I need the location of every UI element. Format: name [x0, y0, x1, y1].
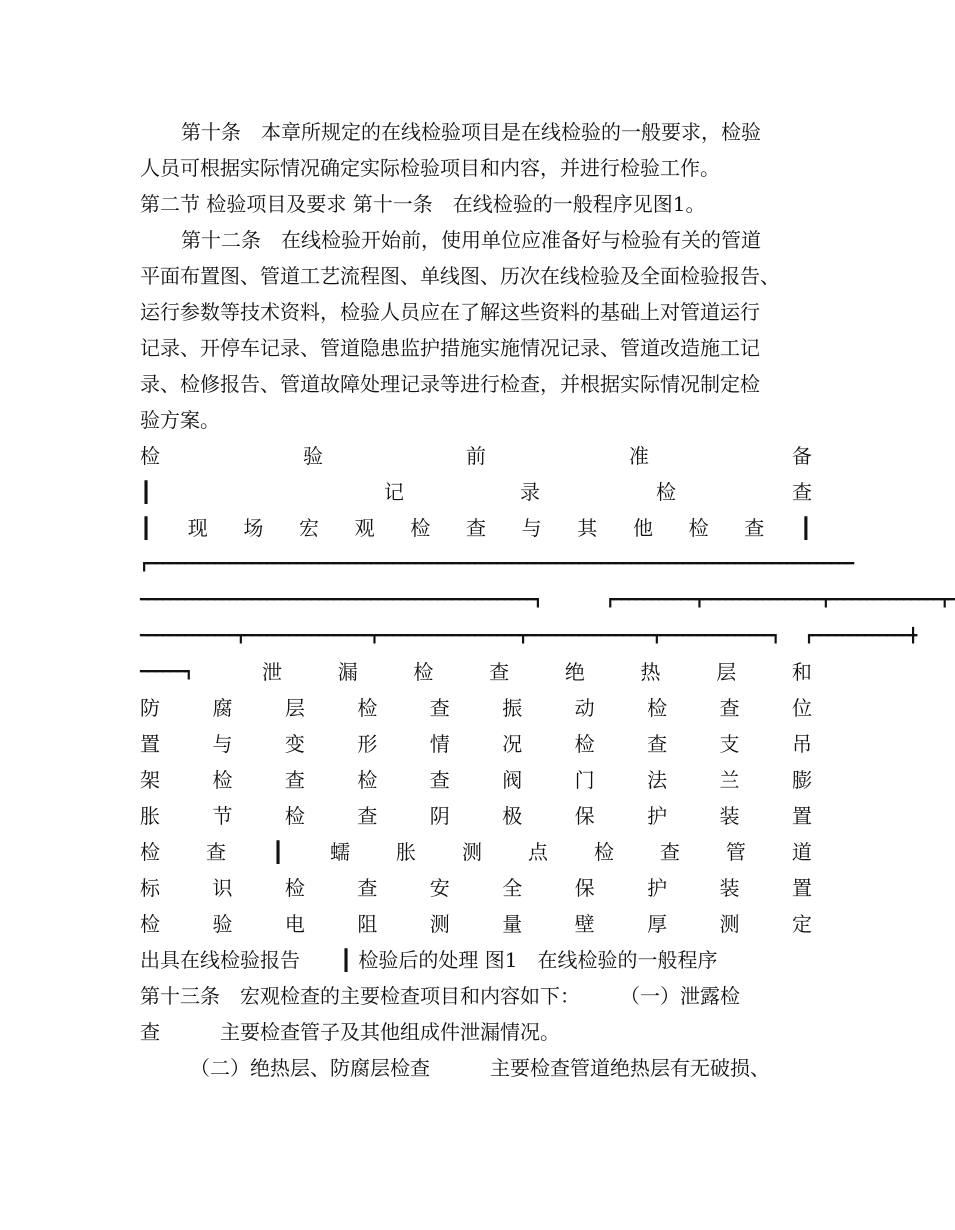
flow-char: 识	[212, 876, 233, 900]
flow-row-3	[140, 510, 812, 546]
flow-char: 记	[384, 480, 405, 504]
flow-char: 查	[791, 480, 812, 504]
article-12-line-3: 运行参数等技术资料，检验人员应在了解这些资料的基础上对管道运行	[140, 300, 760, 324]
flow-char: 查	[284, 768, 305, 792]
flow-char: 兰	[719, 768, 740, 792]
flow-char: 验	[303, 444, 323, 468]
flow-char: 层	[716, 660, 737, 684]
flow-char: 节	[212, 804, 233, 828]
flow-char: 壁	[574, 912, 595, 936]
flow-char: 置	[791, 804, 812, 828]
article-12-line-2: 平面布置图、管道工艺流程图、单线图、历次在线检验及全面检验报告、	[140, 264, 780, 288]
flow-char: 检	[140, 840, 160, 864]
flow-char: 现	[187, 516, 208, 540]
flow-char: 观	[354, 516, 375, 540]
flow-char: 和	[791, 660, 812, 684]
flow-char: 厚	[647, 912, 668, 936]
flow-char: 验	[212, 912, 233, 936]
flow-char: 定	[791, 912, 812, 936]
flow-char: 检	[413, 660, 434, 684]
flow-connector-line-1: ┏━━━━━━━━━━━━━━━━━━━━━━━━━━━━━━━━━━━━━━━━━━━━━━━━━━━━━━━━━━━━━━━━━━━━━━━━━━━━━━━━━━━━━━━━━━━━━━━	[140, 556, 854, 572]
flow-char: 检	[647, 696, 668, 720]
flow-char: 情	[429, 732, 450, 756]
flow-char: 查	[647, 732, 668, 756]
flow-char: 胀	[140, 804, 160, 828]
flow-char: 标	[140, 876, 160, 900]
flow-char: 况	[502, 732, 523, 756]
flow-connector-end: ━━━━━━┓	[140, 664, 193, 680]
flow-char: 保	[574, 876, 595, 900]
flow-char: 检	[357, 768, 378, 792]
flow-row-7	[140, 762, 812, 798]
flow-char: 极	[502, 804, 523, 828]
flow-char: 泄	[262, 660, 282, 684]
flow-row-2	[140, 474, 812, 510]
flow-char: 热	[640, 660, 661, 684]
flow-char: 前	[466, 444, 486, 468]
flow-char: 检	[593, 840, 614, 864]
flow-char: 查	[659, 840, 680, 864]
article-12-line-6: 验方案。	[140, 408, 220, 432]
flow-char: 装	[719, 804, 740, 828]
flow-char: 层	[284, 696, 305, 720]
flow-char: 绝	[564, 660, 585, 684]
flow-char: 保	[574, 804, 595, 828]
flow-char: 阴	[429, 804, 450, 828]
flow-char: 检	[284, 876, 305, 900]
flow-char: 检	[212, 768, 233, 792]
flow-char: 形	[357, 732, 378, 756]
flow-char: 查	[489, 660, 510, 684]
flow-row-6	[140, 726, 812, 762]
flow-char: 备	[792, 444, 812, 468]
flow-char: 门	[574, 768, 595, 792]
article-12-line-1: 第十二条 在线检验开始前，使用单位应准备好与检验有关的管道	[181, 228, 761, 252]
flow-char: 阀	[502, 768, 523, 792]
flow-char: 变	[284, 732, 305, 756]
flow-char: 查	[357, 876, 378, 900]
flow-char: 护	[647, 876, 668, 900]
section-2-heading: 第二节 检验项目及要求 第十一条 在线检验的一般程序见图1。	[140, 192, 706, 216]
flow-row-8	[140, 798, 812, 834]
flow-char: 宏	[299, 516, 320, 540]
flow-char: 阻	[357, 912, 378, 936]
flow-char: 与	[212, 732, 233, 756]
article-13-line-1: 第十三条 宏观检查的主要检查项目和内容如下： （一）泄露检	[140, 984, 740, 1008]
flow-char: ┃	[140, 516, 153, 540]
flow-char: 腐	[212, 696, 233, 720]
flow-row-11	[140, 906, 812, 942]
flow-char: 振	[502, 696, 523, 720]
flow-char: 位	[791, 696, 812, 720]
flow-char: 测	[461, 840, 482, 864]
flow-char: 检	[410, 516, 431, 540]
flow-char: 与	[521, 516, 542, 540]
flow-row-1	[140, 438, 812, 474]
flow-char: 护	[647, 804, 668, 828]
flow-char: 量	[502, 912, 523, 936]
flow-connector-line-3: ━━━━━━━━━━━━━┳━━━━━━━━━━━━━━━━━┳━━━━━━━━━━━━━━━━━━━┳━━━━━━━━━━━━━━━━━┳━━━━━━━━━━━━━━━┓ ┏━━━━━━━━━━━━━╋	[140, 628, 917, 644]
flow-char: 准	[629, 444, 649, 468]
flow-char: 测	[719, 912, 740, 936]
flow-char: 支	[719, 732, 740, 756]
flow-row-4	[140, 654, 812, 690]
flow-char: 装	[719, 876, 740, 900]
article-10-line-2: 人员可根据实际情况确定实际检验项目和内容，并进行检验工作。	[140, 156, 720, 180]
flow-char: 查	[429, 768, 450, 792]
flow-char: 检	[140, 912, 160, 936]
flow-row-10	[140, 870, 812, 906]
flow-char: 漏	[337, 660, 358, 684]
flow-char: 膨	[791, 768, 812, 792]
flow-char: 蠕	[330, 840, 350, 864]
flow-char: 查	[719, 696, 740, 720]
article-12-line-4: 记录、开停车记录、管道隐患监护措施实施情况记录、管道改造施工记	[140, 336, 760, 360]
flow-char: 法	[647, 768, 668, 792]
flow-char: 录	[520, 480, 540, 504]
article-12-line-5: 录、检修报告、管道故障处理记录等进行检查，并根据实际情况制定检	[140, 372, 760, 396]
flow-char: 查	[357, 804, 378, 828]
flow-char: 检	[140, 444, 160, 468]
flow-char: 胀	[395, 840, 416, 864]
flow-char: 测	[429, 912, 450, 936]
flow-char: 动	[574, 696, 595, 720]
flow-row-12-caption: 出具在线检验报告 ┃ 检验后的处理 图1 在线检验的一般程序	[140, 948, 718, 972]
flow-char: 安	[429, 876, 450, 900]
flow-char: 检	[357, 696, 378, 720]
flow-row-5	[140, 690, 812, 726]
flow-char: 置	[140, 732, 160, 756]
flow-char: 电	[284, 912, 305, 936]
flow-char: 检	[574, 732, 595, 756]
flow-char: 防	[140, 696, 160, 720]
article-13-line-3: （二）绝热层、防腐层检查 主要检查管道绝热层有无破损、	[190, 1056, 770, 1080]
flow-char: 查	[429, 696, 450, 720]
flow-char: ┃	[799, 516, 812, 540]
flow-char: 他	[632, 516, 653, 540]
flow-char: 全	[502, 876, 523, 900]
flow-char: 道	[791, 840, 812, 864]
flow-char: 检	[284, 804, 305, 828]
flow-char: 其	[577, 516, 598, 540]
flow-char: 查	[744, 516, 765, 540]
flow-char: ┃	[140, 480, 153, 504]
flow-char: 场	[243, 516, 264, 540]
flow-char: 检	[655, 480, 676, 504]
flow-char: 管	[725, 840, 746, 864]
flow-char: 吊	[791, 732, 812, 756]
flow-char: 置	[791, 876, 812, 900]
flow-char: 架	[140, 768, 160, 792]
flow-char: ┃	[271, 840, 285, 864]
flow-char: 检	[688, 516, 709, 540]
article-13-line-2: 查 主要检查管子及其他组成件泄漏情况。	[140, 1020, 560, 1044]
flow-char: 查	[465, 516, 486, 540]
flow-connector-line-2: ━━━━━━━━━━━━━━━━━━━━━━━━━━━━━━━━━━━━━━━━━━━━━━━━━━━━━┓ ┏━━━━━━━━━━━┳━━━━━━━━━━━━━━━━┳━━━━━━━━━━━━━━━┳━	[140, 592, 955, 608]
article-10-line-1: 第十条 本章所规定的在线检验项目是在线检验的一般要求，检验	[181, 120, 761, 144]
flow-char: 点	[527, 840, 548, 864]
flow-char: 查	[205, 840, 226, 864]
flow-row-9	[140, 834, 812, 870]
